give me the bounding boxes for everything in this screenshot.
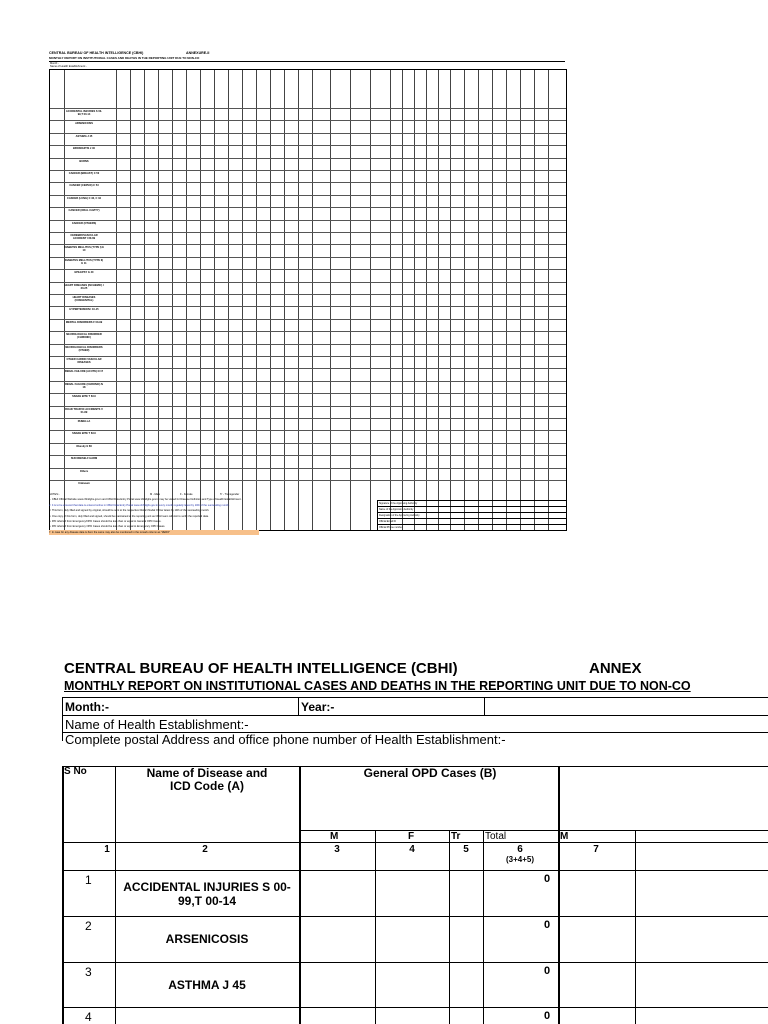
report-subtitle: MONTHLY REPORT ON INSTITUTIONAL CASES AND DEATHS IN THE REPORTING UNIT DUE TO NON-CO	[64, 679, 691, 693]
table-col-line	[115, 766, 116, 1024]
thumb-col-line	[450, 70, 451, 530]
col-number: 7	[593, 844, 599, 855]
thumb-disease-header	[64, 70, 117, 100]
thumb-month: Month:-	[50, 62, 59, 65]
thumb-establishment: Name of Health Establishment:-	[50, 65, 87, 68]
thumb-col-line	[370, 70, 371, 530]
thumb-sno-header	[50, 70, 65, 100]
thumb-row-rule	[50, 393, 566, 394]
signature-field: Official Email ID	[378, 519, 566, 525]
thumb-row-rule	[50, 480, 566, 481]
col-m2: M	[560, 831, 569, 842]
thumb-row-rule	[50, 145, 566, 146]
thumb-col-line	[402, 70, 403, 530]
thumb-disease-name: CANCER (ORAL CAVITY)	[68, 209, 100, 213]
thumb-note-highlight: 7. In case for any disease data is Zero the same may also be mentioned in the remark column as "ZERO"	[49, 530, 259, 535]
thumb-col-line	[548, 70, 549, 530]
thumb-disease-name: DIABETES MELLITUS (TYPE II) E 11	[64, 258, 104, 265]
thumb-note: 1. CBHI Official Website www.cbhidghs.gov.in and CBHI Data Entry Portal www.cbhidghs.gov.in may be visited for Disease Definition and Type of Health Establishment.	[49, 498, 242, 502]
thumb-col-line	[298, 70, 299, 530]
thumb-row-rule	[50, 269, 566, 270]
thumb-legend: F - Female	[180, 493, 193, 497]
thumb-table	[49, 69, 567, 531]
col-f: F	[408, 831, 415, 842]
thumb-col-line	[478, 70, 479, 530]
col-number: 5	[463, 844, 469, 855]
thumb-row-rule	[50, 344, 566, 345]
thumb-disease-name: CEREBROVASCULAR ACCIDENT I 60-69	[70, 234, 98, 240]
thumb-note: 5. IPD referred from Emergency/OPD Cases should be less than or equal to General OPD Cases.	[49, 520, 162, 524]
thumb-row-rule	[50, 455, 566, 456]
thumb-disease-name: Others	[79, 469, 89, 473]
table-col-line	[558, 766, 560, 1024]
sno-header: S No	[64, 766, 87, 777]
thumb-col-line	[130, 70, 131, 530]
col-m: M	[330, 831, 339, 842]
signature-field: Designation of the Approving Authority	[378, 513, 566, 519]
thumb-col-line	[242, 70, 243, 530]
thumb-row-rule	[50, 182, 566, 183]
thumb-disease-name: BURNS	[79, 159, 89, 163]
table-left-edge	[62, 766, 64, 1024]
thumb-disease-name: Unknown	[78, 482, 90, 485]
col-number: 6	[517, 844, 523, 855]
report-thumbnail	[46, 48, 566, 548]
table-col-line	[635, 830, 636, 1024]
thumb-col-line	[256, 70, 257, 530]
thumb-col-line	[464, 70, 465, 530]
thumb-row-rule	[50, 331, 566, 332]
month-label: Month:-	[65, 700, 109, 714]
thumb-col-line	[228, 70, 229, 530]
thumb-disease-name: HYPERTENSION I 10-15	[69, 308, 99, 312]
form-divider	[484, 697, 485, 715]
row-sno: 2	[85, 919, 92, 933]
thumb-disease-name: NEUROLOGICAL DISORDERS (OTHER)	[65, 345, 103, 352]
thumb-disease-name: BRONCHITIS J 40	[73, 147, 95, 151]
row-sno: 3	[85, 965, 92, 979]
subheader-rule	[62, 842, 768, 843]
thumb-col-line	[284, 70, 285, 530]
thumb-col-line	[330, 70, 331, 530]
signature-field: Name of the Approving Authority	[378, 507, 566, 513]
row-disease: ASTHMA J 45	[168, 978, 246, 992]
thumb-disease-name: NEUROLOGICAL DISORDER (CHRONIC)	[66, 333, 102, 340]
row-total: 0	[544, 919, 551, 931]
row-total: 0	[544, 873, 551, 885]
col-number: 3	[334, 844, 340, 855]
table-col-line	[375, 830, 376, 1024]
thumb-disease-name: CANCER (LUNG) C 33, C 34	[66, 196, 101, 200]
thumb-col-line	[144, 70, 145, 530]
thumb-legend: M - Male	[150, 493, 161, 497]
thumb-note: 3. This form, duly filled and signed by original, should be sent to the respective District Nodal Officer latest by 10th of the succeeding month.	[49, 509, 210, 513]
thumb-row-rule	[50, 468, 566, 469]
thumb-signature-box	[377, 500, 567, 531]
form-rule	[62, 715, 768, 716]
table-col-line	[299, 766, 301, 1024]
thumb-notes	[49, 492, 349, 535]
thumb-col-line	[426, 70, 427, 530]
col-number: 1	[104, 844, 110, 855]
signature-field: Signature of the Approving Authority	[378, 501, 566, 507]
report-zoomed	[0, 640, 768, 1024]
thumb-row-rule	[50, 257, 566, 258]
thumb-row-rule	[50, 120, 566, 121]
thumb-row-rule	[50, 158, 566, 159]
col-number: 4	[409, 844, 415, 855]
form-top-rule	[62, 697, 768, 698]
row-disease: ARSENICOSIS	[165, 932, 249, 946]
thumb-row-rule	[50, 207, 566, 208]
thumb-annex: ANNEXURE-II	[186, 51, 210, 55]
year-label: Year:-	[301, 700, 335, 714]
thumb-row-rule	[50, 294, 566, 295]
thumb-col-line	[312, 70, 313, 530]
thumb-legend: Tr - Transgender	[220, 493, 240, 497]
thumb-col-line	[414, 70, 415, 530]
thumb-row-rule	[50, 133, 566, 134]
table-col-line	[449, 830, 450, 1024]
thumb-disease-name: MENTAL DISORDERS F 00-99	[65, 320, 103, 324]
thumb-title: CENTRAL BUREAU OF HEALTH INTELLIGENCE (CBHI)	[49, 51, 144, 55]
thumb-row-rule	[50, 108, 566, 109]
thumb-disease-name: EPILEPSY G 40	[74, 271, 94, 275]
thumb-row-rule	[50, 381, 566, 382]
row-sno: 1	[85, 873, 92, 887]
opd-header: General OPD Cases (B)	[363, 766, 497, 780]
thumb-disease-name: CANCER (BREAST) C 50	[68, 172, 100, 175]
thumb-col-line	[116, 70, 117, 530]
thumb-row-rule	[50, 195, 566, 196]
thumb-disease-name: ROAD TRAFFIC ACCIDENTS V 01-89	[65, 407, 103, 414]
thumb-col-line	[390, 70, 391, 530]
thumb-col-line	[506, 70, 507, 530]
subheader-rule	[299, 830, 768, 831]
col-tr: Tr	[451, 831, 461, 842]
table-col-line	[483, 830, 484, 1024]
thumb-rule	[49, 61, 565, 62]
thumb-note: 6. IPD referred from Emergency OPD Cases should be less than or equal to Emergency OPD Cases.	[49, 525, 166, 529]
thumb-row-rule	[50, 244, 566, 245]
thumb-disease-name: CANCER (CERVIX) C 53	[69, 184, 99, 188]
thumb-disease-name: Obesity E 66	[76, 444, 92, 448]
thumb-col-line	[438, 70, 439, 530]
thumb-row-rule	[50, 282, 566, 283]
thumb-row-rule	[50, 319, 566, 320]
thumb-row-rule	[50, 443, 566, 444]
thumb-col-line	[158, 70, 159, 530]
form-divider	[298, 697, 299, 715]
total-formula: (3+4+5)	[505, 855, 535, 864]
thumb-subtitle: MONTHLY REPORT ON INSTITUTIONAL CASES AND DEATHS IN THE REPORTING UNIT DUE TO NON-CO	[49, 56, 200, 60]
form-left-edge	[62, 697, 63, 741]
thumb-disease-name: RUBELLA	[77, 420, 91, 423]
thumb-disease-name: ARSENICOSIS	[75, 122, 93, 126]
address-label: Complete postal Address and office phone number of Health Establishment:-	[65, 732, 506, 747]
thumb-row-rule	[50, 356, 566, 357]
thumb-col-line	[186, 70, 187, 530]
row-total: 0	[544, 965, 551, 977]
thumb-row-rule	[50, 418, 566, 419]
thumb-col-line	[492, 70, 493, 530]
row-rule	[62, 1007, 768, 1008]
thumb-disease-name: DIABETES MELLITUS (TYPE I) E 10	[64, 246, 104, 253]
thumb-note: 2. It is to be ensured that data is entered online in CBHI Data Entry Portal www.cbhidghs.gov.in every month regularly latest by 10th of the succeeding month.	[49, 503, 230, 507]
thumb-row-rule	[50, 406, 566, 407]
thumb-disease-name: HEART DISEASES (CONGENITAL)	[72, 296, 96, 302]
thumb-disease-name: ACCIDENTAL INJURIES S 00-99,T 00-14	[65, 110, 103, 116]
thumb-notes-title: NOTES:-	[49, 493, 60, 496]
row-rule	[62, 962, 768, 963]
report-title: CENTRAL BUREAU OF HEALTH INTELLIGENCE (CBHI)	[64, 660, 458, 677]
row-disease: ACCIDENTAL INJURIES S 00-99,T 00-14	[123, 880, 291, 908]
thumb-disease-name: HEART DISEASES (ISCHEMIC) I 20-25	[64, 283, 104, 290]
thumb-row-rule	[50, 306, 566, 307]
thumb-row-rule	[50, 368, 566, 369]
thumb-note: 4. One copy of this form, duly filled and signed, should be maintained at the reporting unit as CBHI team will visit to verify the reported data.	[49, 514, 209, 518]
thumb-row-rule	[50, 220, 566, 221]
thumb-col-line	[270, 70, 271, 530]
signature-field: Official Phone number	[379, 526, 403, 529]
thumb-col-line	[200, 70, 201, 530]
thumb-disease-name: RENAL FAILURE (CHRONIC) N 18	[65, 382, 103, 389]
thumb-col-line	[350, 70, 351, 530]
establishment-label: Name of Health Establishment:-	[65, 717, 249, 732]
thumb-disease-name: CANCER (OTHERS)	[71, 221, 97, 225]
thumb-disease-name: SUICIDE/SELF HARM	[70, 457, 98, 461]
thumb-row-rule	[50, 430, 566, 431]
thumb-col-line	[172, 70, 173, 530]
row-sno: 4	[85, 1010, 92, 1024]
header-bottom-rule	[62, 870, 768, 871]
thumb-col-line	[534, 70, 535, 530]
thumb-col-line	[214, 70, 215, 530]
thumb-disease-name: SNAKE BITE T 63.0	[72, 432, 96, 436]
thumb-disease-name: SNAKE BITE T 63.0	[72, 395, 96, 399]
thumb-disease-name: RENAL FAILURE (ACUTE) N 17	[64, 370, 104, 374]
row-rule	[62, 916, 768, 917]
col-total: Total	[485, 831, 507, 842]
thumb-row-rule	[50, 170, 566, 171]
thumb-disease-name: ASTHMA J 45	[75, 134, 93, 138]
disease-header: Name of Disease and ICD Code (A)	[146, 766, 268, 793]
thumb-row-rule	[50, 232, 566, 233]
row-total: 0	[544, 1010, 551, 1022]
report-annex: ANNEX	[589, 660, 642, 677]
thumb-disease-name: OTHER CARDIO VASCULAR DISEASES	[66, 358, 102, 364]
col-number: 2	[202, 844, 208, 855]
thumb-col-line	[520, 70, 521, 530]
